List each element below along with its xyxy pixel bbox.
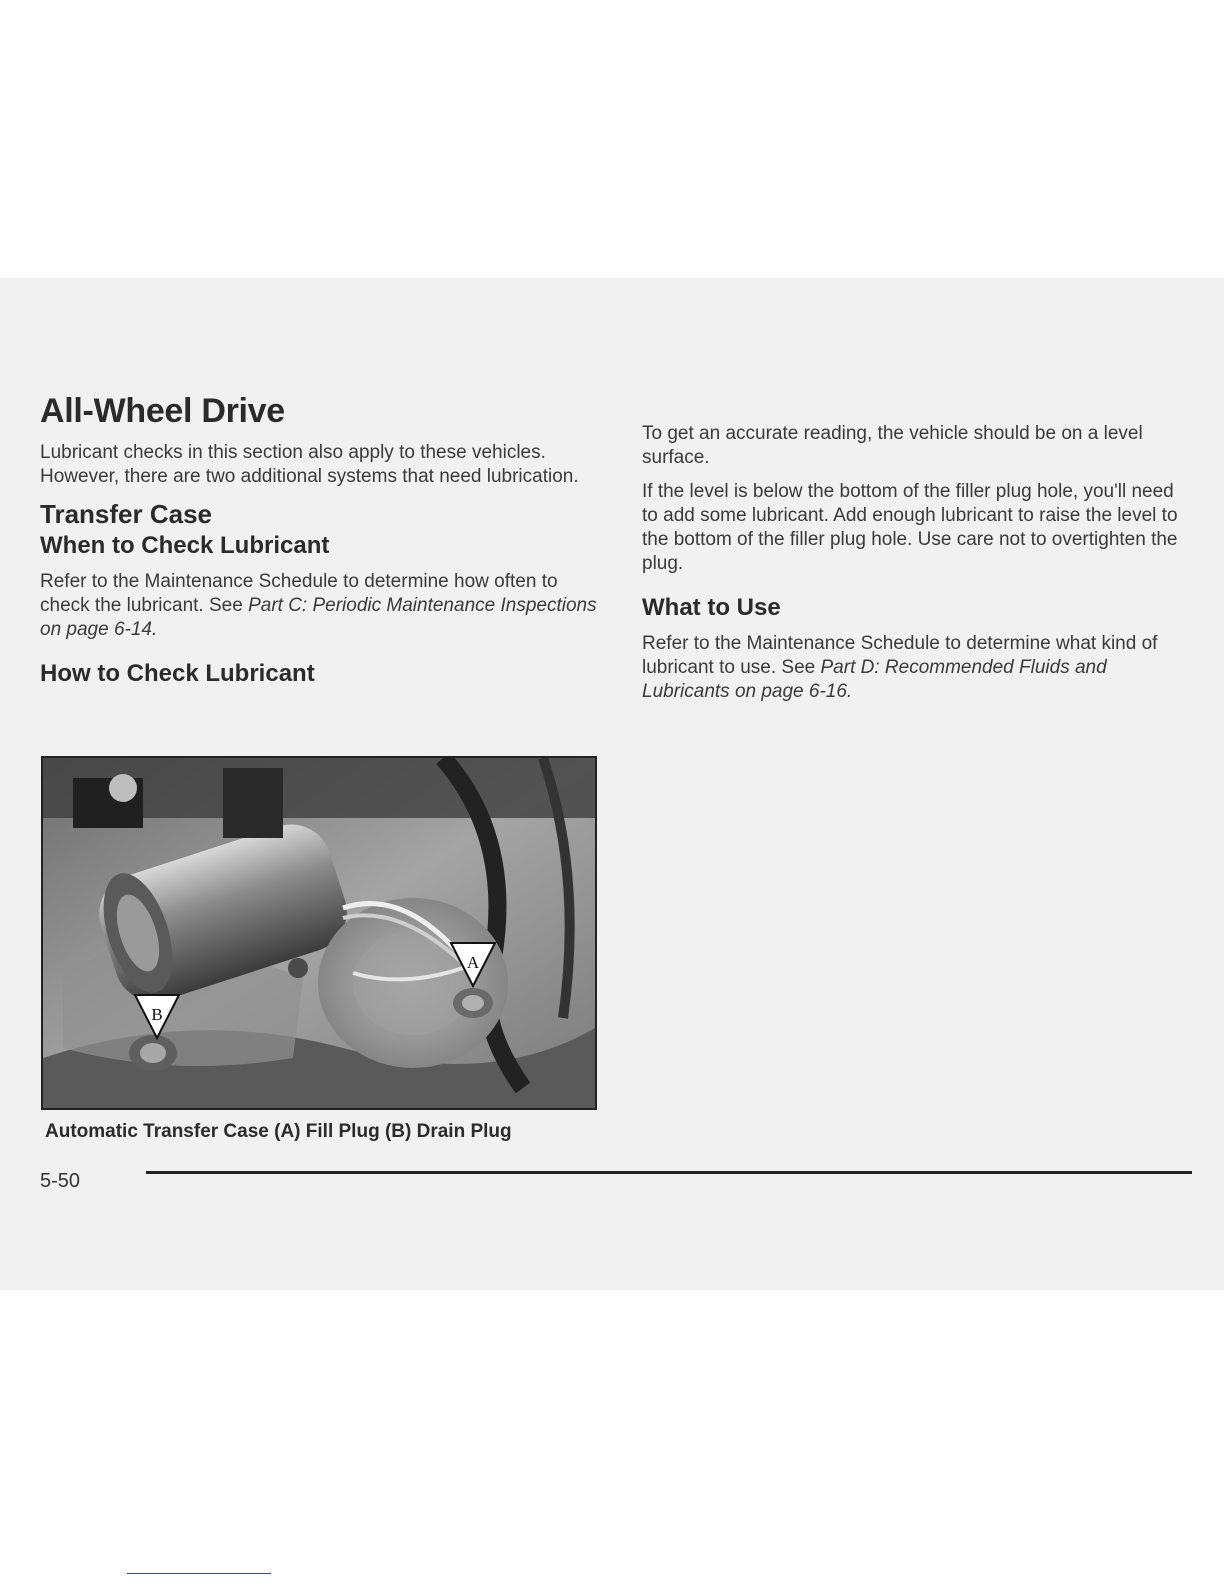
fill-plug-label: A xyxy=(466,953,480,972)
left-column xyxy=(40,392,600,698)
what-reference: Part D: Recommended Fluids and Lubricants on page 6-16. xyxy=(642,657,1107,702)
intro-paragraph: Lubricant checks in this section also apply to these vehicles. However, there are two additional systems that need lubrication. xyxy=(40,442,579,487)
reading-paragraph: To get an accurate reading, the vehicle should be on a level surface. xyxy=(642,423,1143,468)
transfer-case-photo xyxy=(41,756,597,1110)
when-heading: When to Check Lubricant xyxy=(40,532,330,559)
section-title: Transfer Case xyxy=(40,499,212,529)
page-number: 5-50 xyxy=(40,1170,81,1192)
what-paragraph xyxy=(642,632,1192,704)
drain-plug-label: B xyxy=(151,1005,163,1024)
when-text: Refer to the Maintenance Schedule to determine how often to check the lubricant. See xyxy=(40,571,558,616)
figure-caption: Automatic Transfer Case (A) Fill Plug (B) Drain Plug xyxy=(45,1121,512,1142)
what-text: Refer to the Maintenance Schedule to determine what kind of lubricant to use. See xyxy=(642,633,1158,678)
bottom-link-underline xyxy=(127,1573,271,1574)
what-heading: What to Use xyxy=(642,594,781,621)
when-paragraph xyxy=(40,570,600,642)
when-reference: Part C: Periodic Maintenance Inspections on page 6-14. xyxy=(40,595,597,640)
page-title: All-Wheel Drive xyxy=(40,392,285,430)
footer-rule xyxy=(146,1171,1192,1174)
how-heading: How to Check Lubricant xyxy=(40,660,315,687)
right-column xyxy=(642,422,1192,714)
level-paragraph: If the level is below the bottom of the filler plug hole, you'll need to add some lubricant. Add enough lubricant to raise the level to the bottom of the filler plug hole. Use care not to overtighten the plug. xyxy=(642,481,1178,574)
